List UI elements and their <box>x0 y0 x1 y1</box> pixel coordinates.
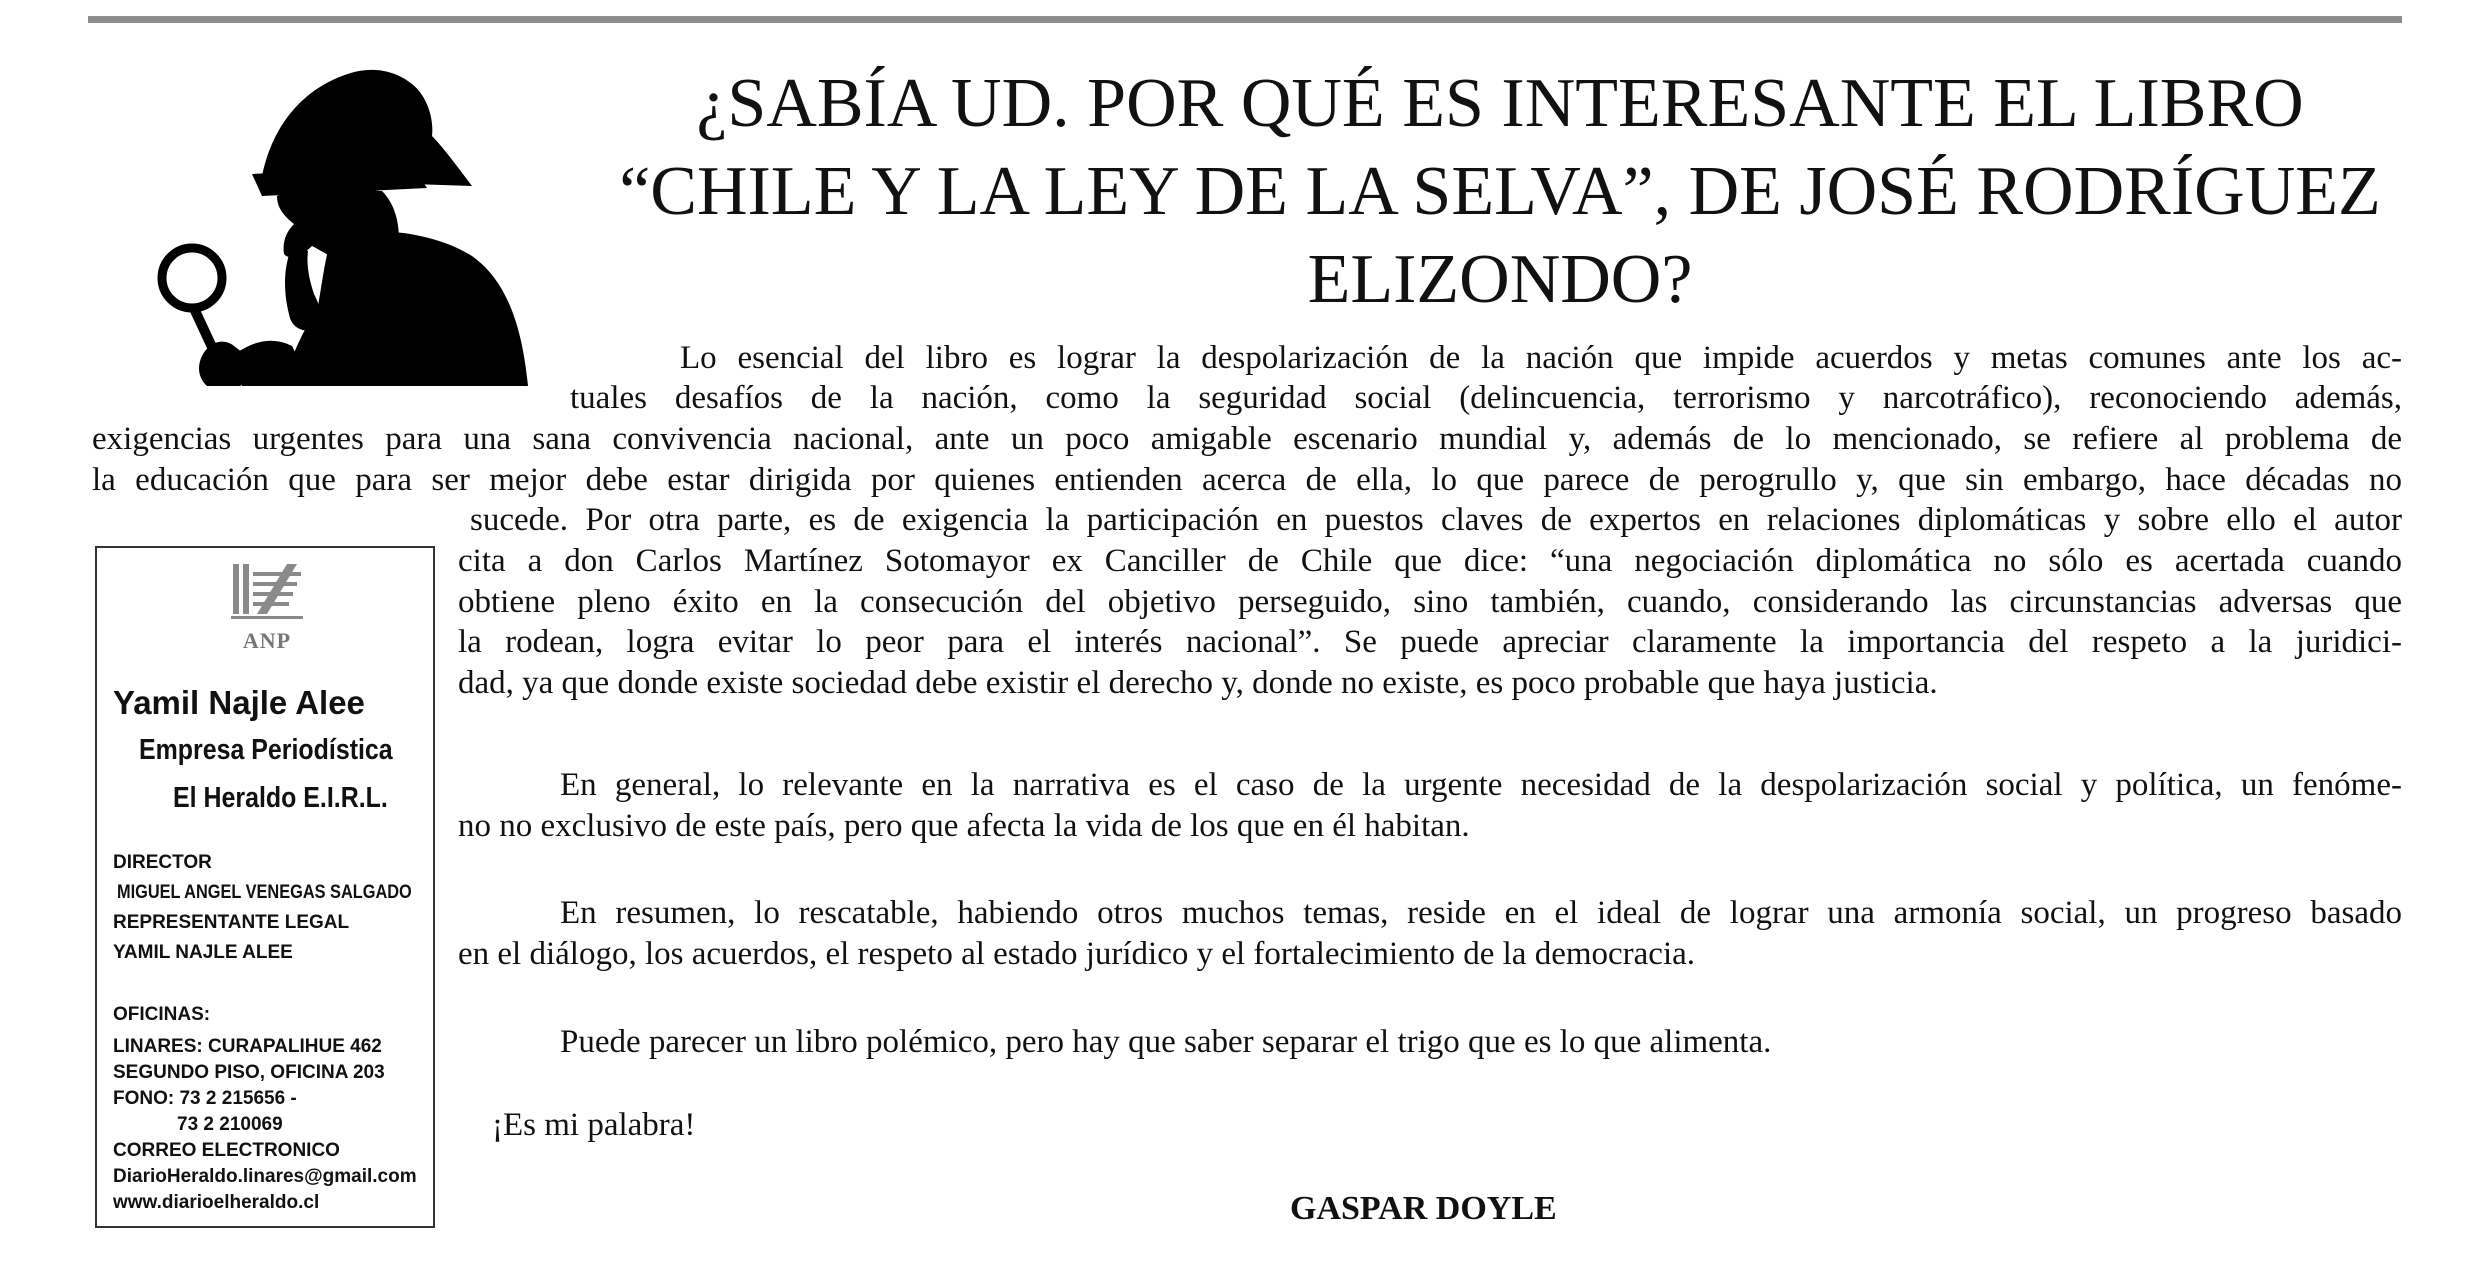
email-link[interactable]: DiarioHeraldo.linares@gmail.com <box>113 1166 417 1187</box>
paragraph-line: sucede. Por otra parte, es de exigencia la participación en puestos claves de expertos en relaciones diplomáticas y sobre ello el autor <box>470 502 2402 538</box>
paragraph-line: En general, lo relevante en la narrativa es el caso de la urgente necesidad de la despolarización social y política, un fenóme- <box>560 767 2402 803</box>
masthead-box <box>95 546 435 1228</box>
address-line: LINARES: CURAPALIHUE 462 <box>113 1036 382 1057</box>
phone-line: 73 2 210069 <box>177 1114 283 1135</box>
paragraph-line: no no exclusivo de este país, pero que afecta la vida de los que en él habitan. <box>458 808 1470 844</box>
paragraph-line: dad, ya que donde existe sociedad debe existir el derecho y, donde no existe, es poco probable que haya justicia. <box>458 665 1938 701</box>
article-title <box>600 60 2400 324</box>
title-line: ¿SABÍA UD. POR QUÉ ES INTERESANTE EL LIBRO <box>696 65 2304 142</box>
paragraph-line: Lo esencial del libro es lograr la despolarización de la nación que impide acuerdos y metas comunes ante los ac- <box>680 340 2402 376</box>
paragraph-line: Puede parecer un libro polémico, pero hay que saber separar el trigo que es lo que alimenta. <box>560 1024 1772 1060</box>
paragraph-line: cita a don Carlos Martínez Sotomayor ex Canciller de Chile que dice: “una negociación diplomática no sólo es acertada cuando <box>458 543 2402 579</box>
legal-rep-label: REPRESENTANTE LEGAL <box>113 912 350 933</box>
director-name-wrap <box>117 882 460 904</box>
paragraph-line: tuales desafíos de la nación, como la seguridad social (delincuencia, terrorismo y narcotráfico), reconociendo además, <box>570 380 2402 416</box>
company-name: Empresa Periodística <box>139 734 393 766</box>
email-label: CORREO ELECTRONICO <box>113 1140 340 1161</box>
anp-logo-icon <box>207 560 327 670</box>
paragraph-line: obtiene pleno éxito en la consecución del objetivo perseguido, sino también, cuando, considerando las circunstancias adversas que <box>458 584 2402 620</box>
closing-line: ¡Es mi palabra! <box>492 1107 696 1143</box>
title-line: “CHILE Y LA LEY DE LA SELVA”, DE JOSÉ RODRÍGUEZ <box>619 153 2381 230</box>
paragraph-line: exigencias urgentes para una sana convivencia nacional, ante un poco amigable escenario mundial y, además de lo mencionado, se refiere al problema de <box>92 421 2402 457</box>
top-rule <box>88 16 2402 23</box>
publisher-name: Yamil Najle Alee <box>113 684 365 721</box>
author-signature: GASPAR DOYLE <box>1290 1190 1557 1227</box>
address-line: SEGUNDO PISO, OFICINA 203 <box>113 1062 385 1083</box>
director-label: DIRECTOR <box>113 852 212 873</box>
detective-silhouette-icon <box>112 56 528 386</box>
paragraph-line: En resumen, lo rescatable, habiendo otros muchos temas, reside en el ideal de lograr una armonía social, un progreso basado <box>560 895 2402 931</box>
offices-label: OFICINAS: <box>113 1004 211 1025</box>
paragraph-line: la educación que para ser mejor debe estar dirigida por quienes entienden acerca de ella, lo que parece de perogrullo y, que sin embargo, hace décadas no <box>92 462 2402 498</box>
website-link[interactable]: www.diarioelheraldo.cl <box>113 1192 320 1213</box>
phone-line: FONO: 73 2 215656 - <box>113 1088 297 1109</box>
director-name: MIGUEL ANGEL VENEGAS SALGADO <box>117 882 412 903</box>
legal-rep-name: YAMIL NAJLE ALEE <box>113 942 293 963</box>
title-line: ELIZONDO? <box>1307 241 1693 318</box>
paragraph-line: la rodean, logra evitar lo peor para el interés nacional”. Se puede apreciar claramente la importancia del respeto a la juridici- <box>458 624 2402 660</box>
company-name-2: El Heraldo E.I.R.L. <box>173 782 388 814</box>
logo-text: ANP <box>242 628 292 653</box>
paragraph-line: en el diálogo, los acuerdos, el respeto al estado jurídico y el fortalecimiento de la democracia. <box>458 936 1696 972</box>
